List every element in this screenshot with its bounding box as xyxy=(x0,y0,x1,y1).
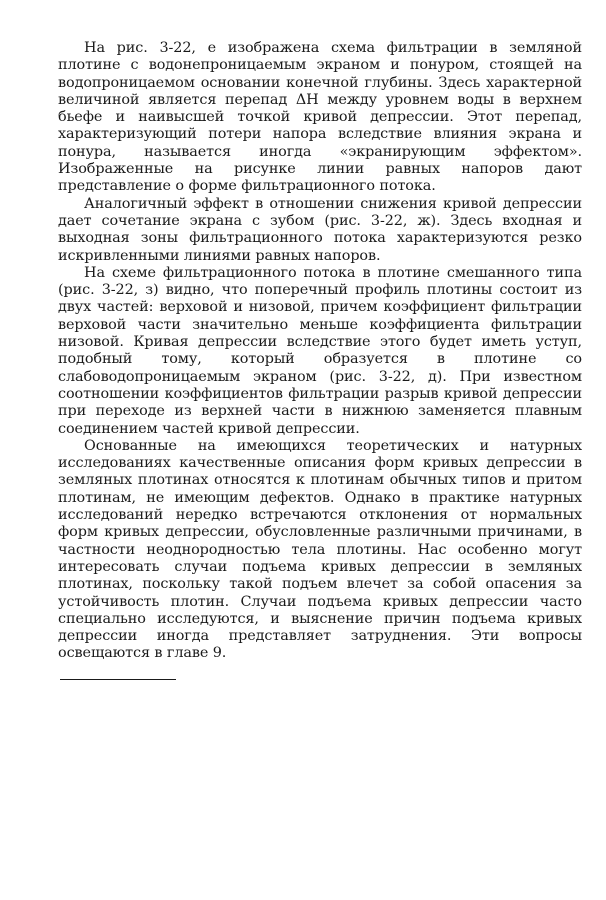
paragraph-1: На рис. 3-22, е изображена схема фильтрации в земляной плотине с водонепроницаемым экраном и понуром, стоящей на водопроницаемом основании конечной глубины. Здесь характерной величиной является перепад ΔH между уровнем воды в верхнем бьефе и наивысшей точкой кривой депрессии. Этот перепад, характеризующий потери напора вследствие влияния экрана и понура, называется иногда «экранирующим эффектом». Изображенные на рисунке линии равных напоров дают представление о форме фильтрационного потока. xyxy=(58,40,582,195)
paragraph-2: Аналогичный эффект в отношении снижения кривой депрессии дает сочетание экрана с зубом (рис. 3-22, ж). Здесь входная и выходная зоны фильтрационного потока характеризуются резко искривленными линиями равных напоров. xyxy=(58,195,582,264)
paragraph-4: Основанные на имеющихся теоретических и натурных исследованиях качественные описания форм кривых депрессии в земляных плотинах относятся к плотинам обычных типов и притом плотинам, не имеющим дефектов. Однако в практике натурных исследований нередко встречаются отклонения от нормальных форм кривых депрессии, обусловленные различными причинами, в частности неоднородностью тела плотины. Нас особенно могут интересовать случаи подъема кривых депрессии в земляных плотинах, поскольку такой подъем влечет за собой опасения за устойчивость плотин. Случаи подъема кривых депрессии часто специально исследуются, и выяснение причин подъема кривых депрессии иногда представляет затруднения. Эти вопросы освещаются в главе 9. xyxy=(58,437,582,662)
footnote-separator-line xyxy=(60,679,176,680)
page-body xyxy=(58,40,582,663)
paragraph-3: На схеме фильтрационного потока в плотине смешанного типа (рис. 3-22, з) видно, что поперечный профиль плотины состоит из двух частей: верховой и низовой, причем коэффициент фильтрации верховой части значительно меньше коэффициента фильтрации низовой. Кривая депрессии вследствие этого будет иметь уступ, подобный тому, который образуется в плотине со слабоводопроницаемым экраном (рис. 3-22, д). При известном соотношении коэффициентов фильтрации разрыв кривой депрессии при переходе из верхней части в нижнюю заменяется плавным соединением частей кривой депрессии. xyxy=(58,264,582,437)
